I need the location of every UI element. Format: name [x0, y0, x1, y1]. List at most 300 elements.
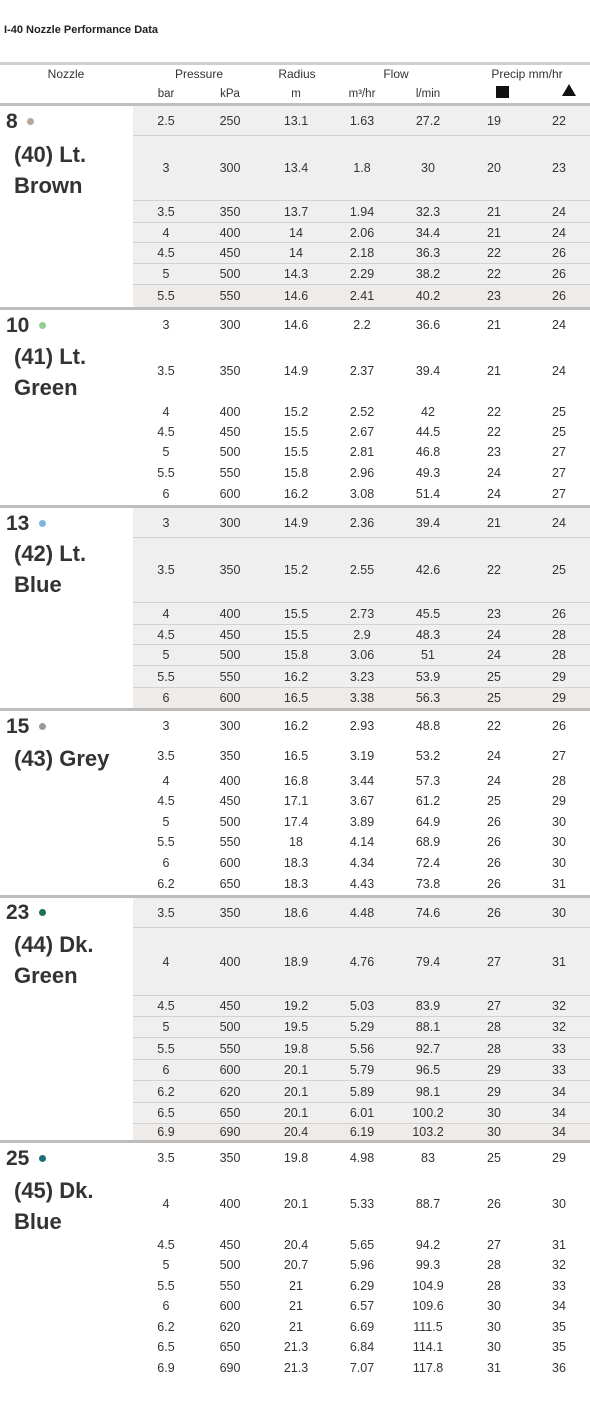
cell-lmin: 48.8 [415, 719, 441, 733]
cell-lmin: 103.2 [412, 1125, 444, 1139]
nozzle-number: 25 [6, 1147, 30, 1170]
square-icon [496, 86, 509, 98]
cell-m: 14.9 [283, 364, 309, 378]
cell-bar: 5.5 [157, 1042, 175, 1056]
table-row [133, 340, 590, 402]
cell-precip-square: 25 [487, 1151, 501, 1165]
cell-kpa: 550 [219, 835, 241, 849]
cell-precip-triangle: 29 [552, 794, 566, 808]
cell-precip-triangle: 32 [552, 999, 566, 1013]
nozzle-name: (40) Lt. Brown [14, 142, 87, 198]
cell-m3hr: 2.2 [353, 318, 371, 332]
cell-kpa: 350 [219, 205, 241, 219]
cell-precip-triangle: 24 [552, 516, 566, 530]
cell-lmin: 39.4 [415, 516, 441, 530]
table-row [133, 928, 590, 996]
cell-m: 21 [289, 1299, 303, 1313]
cell-m3hr: 6.69 [349, 1320, 375, 1334]
cell-precip-square: 26 [487, 906, 501, 920]
nozzle-color-dot [39, 520, 46, 527]
cell-kpa: 600 [219, 487, 241, 501]
table-row [133, 1124, 590, 1140]
header-pressure: Pressure [174, 67, 224, 81]
header-flow: Flow [383, 67, 409, 81]
cell-precip-square: 23 [487, 289, 501, 303]
cell-precip-triangle: 30 [552, 815, 566, 829]
cell-lmin: 114.1 [412, 1340, 444, 1354]
cell-m3hr: 2.9 [353, 628, 371, 642]
cell-precip-triangle: 36 [552, 1361, 566, 1375]
cell-precip-square: 24 [487, 466, 501, 480]
cell-lmin: 109.6 [412, 1299, 444, 1313]
table-row [133, 538, 590, 603]
cell-m3hr: 4.98 [349, 1151, 375, 1165]
cell-bar: 6 [162, 1299, 170, 1313]
cell-bar: 4 [162, 607, 170, 621]
cell-m: 13.7 [283, 205, 309, 219]
cell-kpa: 690 [219, 1361, 241, 1375]
cell-precip-triangle: 31 [552, 955, 566, 969]
header-bar: bar [157, 88, 175, 100]
cell-m3hr: 6.19 [349, 1125, 375, 1139]
cell-lmin: 98.1 [415, 1085, 441, 1099]
cell-precip-square: 29 [487, 1085, 501, 1099]
cell-m: 18.3 [283, 877, 309, 891]
cell-precip-triangle: 23 [552, 161, 566, 175]
cell-precip-triangle: 27 [552, 749, 566, 763]
cell-m3hr: 7.07 [349, 1361, 375, 1375]
table-row [133, 402, 590, 422]
cell-precip-square: 28 [487, 1279, 501, 1293]
cell-lmin: 104.9 [412, 1279, 444, 1293]
cell-bar: 5 [162, 1258, 170, 1272]
page-title: I-40 Nozzle Performance Data [4, 24, 159, 36]
cell-kpa: 450 [219, 628, 241, 642]
cell-kpa: 400 [219, 1197, 241, 1211]
cell-m3hr: 2.93 [349, 719, 375, 733]
cell-precip-square: 21 [487, 516, 501, 530]
cell-lmin: 36.3 [415, 246, 441, 260]
cell-lmin: 27.2 [415, 114, 441, 128]
cell-bar: 5 [162, 648, 170, 662]
cell-bar: 6 [162, 856, 170, 870]
nozzle-name: (44) Dk. Green [14, 932, 94, 988]
nozzle-number: 15 [6, 715, 30, 738]
table-row [133, 1255, 590, 1276]
cell-precip-triangle: 27 [552, 487, 566, 501]
cell-m3hr: 2.55 [349, 563, 375, 577]
cell-precip-triangle: 29 [552, 1151, 566, 1165]
table-row [133, 264, 590, 285]
table-row [133, 508, 590, 538]
cell-m3hr: 4.34 [349, 856, 375, 870]
table-row [133, 1276, 590, 1296]
cell-lmin: 111.5 [413, 1320, 443, 1334]
cell-m: 14.6 [283, 318, 309, 332]
cell-m: 14.9 [283, 516, 309, 530]
cell-precip-triangle: 26 [552, 719, 566, 733]
cell-kpa: 350 [219, 749, 241, 763]
cell-m3hr: 3.06 [349, 648, 375, 662]
cell-m: 17.1 [283, 794, 309, 808]
cell-m3hr: 6.01 [349, 1106, 375, 1120]
cell-bar: 4.5 [157, 999, 175, 1013]
cell-precip-square: 31 [487, 1361, 501, 1375]
header-lmin: l/min [415, 88, 441, 100]
cell-precip-triangle: 30 [552, 906, 566, 920]
cell-precip-triangle: 25 [552, 405, 566, 419]
cell-bar: 5 [162, 445, 170, 459]
cell-m3hr: 1.63 [349, 114, 375, 128]
cell-m: 21 [289, 1279, 303, 1293]
cell-m: 16.8 [283, 774, 309, 788]
table-row [133, 666, 590, 688]
cell-precip-square: 27 [487, 955, 501, 969]
cell-precip-square: 23 [487, 445, 501, 459]
cell-kpa: 550 [219, 466, 241, 480]
nozzle-number: 10 [6, 314, 30, 337]
cell-m: 20.1 [283, 1197, 309, 1211]
cell-bar: 4 [162, 774, 170, 788]
table-row [133, 1017, 590, 1038]
cell-precip-triangle: 24 [552, 318, 566, 332]
cell-precip-square: 30 [487, 1106, 501, 1120]
cell-bar: 5 [162, 1020, 170, 1034]
cell-m3hr: 1.94 [349, 205, 375, 219]
cell-precip-triangle: 34 [552, 1125, 566, 1139]
table-row [133, 791, 590, 812]
table-row [133, 1358, 590, 1379]
cell-kpa: 550 [219, 1279, 241, 1293]
cell-m: 14 [289, 226, 303, 240]
table-row [133, 243, 590, 264]
cell-lmin: 53.2 [415, 749, 441, 763]
table-row [133, 645, 590, 666]
cell-m3hr: 5.03 [349, 999, 375, 1013]
cell-m: 19.2 [283, 999, 309, 1013]
cell-kpa: 450 [219, 425, 241, 439]
cell-kpa: 500 [219, 445, 241, 459]
cell-precip-triangle: 35 [552, 1340, 566, 1354]
cell-precip-triangle: 29 [552, 691, 566, 705]
nozzle-name: (42) Lt. Blue [14, 541, 87, 597]
table-row [133, 483, 590, 505]
cell-lmin: 39.4 [415, 364, 441, 378]
cell-lmin: 42 [421, 405, 435, 419]
cell-precip-square: 30 [487, 1125, 501, 1139]
cell-precip-triangle: 34 [552, 1085, 566, 1099]
table-row [133, 463, 590, 483]
table-row [133, 1038, 590, 1060]
table-row [133, 771, 590, 791]
cell-lmin: 44.5 [415, 425, 441, 439]
cell-m3hr: 5.96 [349, 1258, 375, 1272]
cell-precip-square: 22 [487, 267, 501, 281]
cell-precip-triangle: 33 [552, 1063, 566, 1077]
cell-lmin: 48.3 [415, 628, 441, 642]
cell-lmin: 38.2 [415, 267, 441, 281]
cell-precip-square: 26 [487, 1197, 501, 1211]
cell-precip-square: 19 [487, 114, 501, 128]
cell-bar: 6.5 [157, 1340, 175, 1354]
cell-lmin: 94.2 [415, 1238, 441, 1252]
cell-kpa: 650 [219, 1340, 241, 1354]
cell-kpa: 500 [219, 1258, 241, 1272]
cell-m: 20.4 [283, 1125, 309, 1139]
nozzle-color-dot [39, 322, 46, 329]
cell-precip-square: 22 [487, 405, 501, 419]
table-row [133, 106, 590, 136]
cell-m3hr: 3.89 [349, 815, 375, 829]
table-row [133, 603, 590, 625]
cell-bar: 4.5 [157, 425, 175, 439]
cell-precip-triangle: 24 [552, 226, 566, 240]
cell-bar: 6 [162, 1063, 170, 1077]
cell-bar: 4 [162, 955, 170, 969]
cell-precip-square: 29 [487, 1063, 501, 1077]
table-row [133, 812, 590, 832]
cell-precip-square: 24 [487, 749, 501, 763]
cell-kpa: 600 [219, 1299, 241, 1313]
cell-kpa: 400 [219, 607, 241, 621]
table-row [133, 310, 590, 340]
cell-precip-square: 26 [487, 835, 501, 849]
cell-precip-square: 22 [487, 719, 501, 733]
cell-m: 16.2 [283, 670, 309, 684]
nozzle-name: (43) Grey [14, 746, 110, 771]
cell-m: 15.8 [283, 648, 309, 662]
cell-precip-triangle: 26 [552, 607, 566, 621]
cell-lmin: 92.7 [415, 1042, 441, 1056]
cell-precip-triangle: 31 [552, 1238, 566, 1252]
cell-m3hr: 5.89 [349, 1085, 375, 1099]
triangle-icon [562, 84, 576, 96]
cell-kpa: 500 [219, 267, 241, 281]
cell-kpa: 690 [219, 1125, 241, 1139]
cell-m: 15.8 [283, 466, 309, 480]
cell-m: 14.3 [283, 267, 309, 281]
cell-kpa: 500 [219, 815, 241, 829]
cell-bar: 3.5 [157, 205, 175, 219]
cell-bar: 3.5 [157, 906, 175, 920]
cell-bar: 5 [162, 815, 170, 829]
cell-lmin: 34.4 [415, 226, 441, 240]
cell-kpa: 650 [219, 1106, 241, 1120]
table-row [133, 1235, 590, 1255]
cell-m3hr: 3.67 [349, 794, 375, 808]
nozzle-name: (41) Lt. Green [14, 344, 87, 400]
cell-precip-square: 25 [487, 670, 501, 684]
cell-precip-triangle: 33 [552, 1042, 566, 1056]
cell-lmin: 46.8 [415, 445, 441, 459]
table-row [133, 1173, 590, 1235]
cell-lmin: 64.9 [415, 815, 441, 829]
cell-precip-triangle: 32 [552, 1020, 566, 1034]
cell-m3hr: 2.18 [349, 246, 375, 260]
cell-kpa: 300 [219, 516, 241, 530]
cell-m: 14 [289, 246, 303, 260]
cell-m: 18 [289, 835, 303, 849]
cell-m3hr: 4.48 [349, 906, 375, 920]
cell-m: 19.5 [283, 1020, 309, 1034]
cell-precip-square: 30 [487, 1340, 501, 1354]
cell-kpa: 350 [219, 364, 241, 378]
cell-precip-square: 22 [487, 563, 501, 577]
cell-precip-triangle: 32 [552, 1258, 566, 1272]
cell-m: 17.4 [283, 815, 309, 829]
cell-m3hr: 3.44 [349, 774, 375, 788]
cell-kpa: 450 [219, 794, 241, 808]
cell-precip-triangle: 34 [552, 1299, 566, 1313]
table-row [133, 832, 590, 853]
table-row [133, 1337, 590, 1358]
cell-lmin: 56.3 [415, 691, 441, 705]
nozzle-color-dot [39, 1155, 46, 1162]
cell-kpa: 300 [219, 161, 241, 175]
cell-m: 20.7 [283, 1258, 309, 1272]
cell-bar: 3.5 [157, 749, 175, 763]
cell-m: 16.5 [283, 749, 309, 763]
cell-precip-square: 26 [487, 877, 501, 891]
cell-precip-square: 21 [487, 364, 501, 378]
cell-precip-triangle: 24 [552, 364, 566, 378]
cell-bar: 3 [162, 318, 170, 332]
cell-kpa: 400 [219, 955, 241, 969]
cell-lmin: 42.6 [415, 563, 441, 577]
table-row [133, 136, 590, 201]
cell-precip-square: 27 [487, 999, 501, 1013]
cell-precip-square: 25 [487, 691, 501, 705]
cell-kpa: 300 [219, 719, 241, 733]
nozzle-color-dot [27, 118, 34, 125]
cell-kpa: 450 [219, 1238, 241, 1252]
cell-bar: 3.5 [157, 563, 175, 577]
cell-kpa: 450 [219, 999, 241, 1013]
cell-precip-square: 26 [487, 856, 501, 870]
table-row [133, 223, 590, 243]
cell-precip-triangle: 34 [552, 1106, 566, 1120]
cell-m: 15.5 [283, 607, 309, 621]
cell-precip-square: 24 [487, 774, 501, 788]
cell-lmin: 83.9 [415, 999, 441, 1013]
cell-lmin: 88.1 [415, 1020, 441, 1034]
cell-m3hr: 2.06 [349, 226, 375, 240]
table-row [133, 1103, 590, 1124]
cell-kpa: 400 [219, 226, 241, 240]
cell-m: 18.3 [283, 856, 309, 870]
cell-m: 19.8 [283, 1042, 309, 1056]
cell-m3hr: 1.8 [353, 161, 371, 175]
table-row [133, 1143, 590, 1173]
nozzle-color-dot [39, 723, 46, 730]
cell-m3hr: 2.67 [349, 425, 375, 439]
cell-kpa: 600 [219, 1063, 241, 1077]
cell-lmin: 79.4 [415, 955, 441, 969]
cell-precip-triangle: 31 [552, 877, 566, 891]
nozzle-color-dot [39, 909, 46, 916]
cell-m: 20.4 [283, 1238, 309, 1252]
table-row [133, 1296, 590, 1317]
cell-precip-triangle: 27 [552, 466, 566, 480]
cell-bar: 6.2 [157, 1320, 175, 1334]
cell-m3hr: 2.29 [349, 267, 375, 281]
header-top-rule [0, 62, 590, 65]
cell-bar: 4.5 [157, 794, 175, 808]
cell-m3hr: 2.81 [349, 445, 375, 459]
cell-bar: 5.5 [157, 835, 175, 849]
cell-precip-triangle: 28 [552, 774, 566, 788]
cell-precip-square: 21 [487, 318, 501, 332]
cell-m3hr: 3.23 [349, 670, 375, 684]
cell-m: 18.9 [283, 955, 309, 969]
cell-bar: 6.2 [157, 877, 175, 891]
cell-bar: 3 [162, 719, 170, 733]
cell-bar: 4 [162, 405, 170, 419]
cell-m: 14.6 [283, 289, 309, 303]
cell-precip-triangle: 26 [552, 246, 566, 260]
cell-bar: 5.5 [157, 670, 175, 684]
cell-bar: 5.5 [157, 1279, 175, 1293]
nozzle-number: 8 [6, 110, 18, 133]
cell-m: 21 [289, 1320, 303, 1334]
table-row [133, 898, 590, 928]
nozzle-number: 13 [6, 512, 30, 535]
table-row [133, 711, 590, 741]
cell-m3hr: 6.84 [349, 1340, 375, 1354]
cell-lmin: 53.9 [415, 670, 441, 684]
cell-m3hr: 6.57 [349, 1299, 375, 1313]
cell-m3hr: 2.37 [349, 364, 375, 378]
cell-precip-triangle: 28 [552, 648, 566, 662]
header-kpa: kPa [220, 88, 240, 100]
cell-kpa: 350 [219, 906, 241, 920]
cell-m: 20.1 [283, 1063, 309, 1077]
cell-precip-square: 22 [487, 246, 501, 260]
cell-m: 20.1 [283, 1106, 309, 1120]
cell-lmin: 51.4 [415, 487, 441, 501]
cell-precip-triangle: 25 [552, 563, 566, 577]
cell-m3hr: 2.52 [349, 405, 375, 419]
cell-kpa: 300 [219, 318, 241, 332]
cell-lmin: 68.9 [415, 835, 441, 849]
cell-bar: 5.5 [157, 466, 175, 480]
cell-precip-triangle: 22 [552, 114, 566, 128]
cell-lmin: 57.3 [415, 774, 441, 788]
cell-kpa: 250 [219, 114, 241, 128]
cell-precip-triangle: 27 [552, 445, 566, 459]
nozzle-name: (45) Dk. Blue [14, 1178, 94, 1234]
cell-lmin: 88.7 [415, 1197, 441, 1211]
cell-m: 15.5 [283, 425, 309, 439]
cell-precip-square: 25 [487, 794, 501, 808]
cell-m: 21.3 [283, 1340, 309, 1354]
cell-precip-triangle: 33 [552, 1279, 566, 1293]
table-row [133, 1317, 590, 1337]
cell-lmin: 73.8 [415, 877, 441, 891]
header-radius: Radius [278, 67, 316, 81]
table-row [133, 201, 590, 223]
cell-precip-square: 23 [487, 607, 501, 621]
cell-lmin: 32.3 [415, 205, 441, 219]
cell-bar: 4 [162, 226, 170, 240]
cell-kpa: 550 [219, 289, 241, 303]
cell-lmin: 45.5 [415, 607, 441, 621]
table-row [133, 442, 590, 463]
cell-m3hr: 5.33 [349, 1197, 375, 1211]
cell-m3hr: 6.29 [349, 1279, 375, 1293]
cell-bar: 6 [162, 691, 170, 705]
cell-kpa: 620 [219, 1320, 241, 1334]
